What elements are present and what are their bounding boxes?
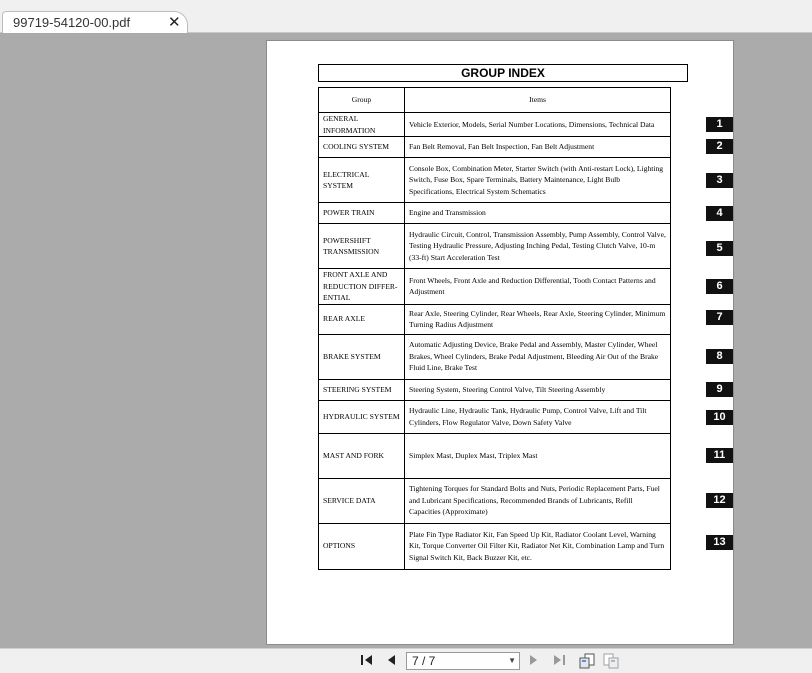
section-tab-6[interactable]: 6: [706, 279, 733, 294]
items-cell: Steering System, Steering Control Valve, Tilt Steering Assembly: [405, 379, 671, 400]
table-row: [319, 433, 671, 478]
items-cell: Console Box, Combination Meter, Starter Switch (with Anti-restart Lock), Lighting Switch, Fuse Box, Spare Terminals, Battery Maintenance, Light Bulb Specifications, Electrical System Schematics: [405, 158, 671, 203]
page-title: GROUP INDEX: [318, 64, 688, 82]
group-cell: POWERSHIFT TRANSMISSION: [319, 224, 405, 269]
items-cell: Tightening Torques for Standard Bolts and Nuts, Periodic Replacement Parts, Fuel and Lubricant Specifications, Recommended Brands of Lubricants, Refill Capacities (Approximate): [405, 478, 671, 523]
section-tab-11[interactable]: 11: [706, 448, 733, 463]
table-row: [319, 203, 671, 224]
table-row: [319, 137, 671, 158]
group-index-table: [318, 87, 671, 570]
table-row: [319, 523, 671, 569]
chevron-down-icon: ▼: [508, 656, 516, 665]
last-page-icon[interactable]: [552, 653, 566, 671]
page-indicator: 7 / 7: [412, 654, 436, 668]
items-cell: Engine and Transmission: [405, 203, 671, 224]
items-cell: Rear Axle, Steering Cylinder, Rear Wheels, Rear Axle, Steering Cylinder, Minimum Turning Radius Adjustment: [405, 304, 671, 334]
items-cell: Automatic Adjusting Device, Brake Pedal and Assembly, Master Cylinder, Wheel Brakes, Wheel Cylinders, Brake Pedal Adjustment, Bleeding Air Out of the Brake Fluid Line, Brake Test: [405, 334, 671, 379]
section-tab-7[interactable]: 7: [706, 310, 733, 325]
table-row: [319, 269, 671, 305]
items-cell: Hydraulic Circuit, Control, Transmission Assembly, Pump Assembly, Control Valve, Testing Hydraulic Pressure, Adjusting Inching Pedal, Testing Clutch Valve, 10-m (33-ft) Start Acceleration Test: [405, 224, 671, 269]
group-cell: COOLING SYSTEM: [319, 137, 405, 158]
section-tab-3[interactable]: 3: [706, 173, 733, 188]
group-cell: ELECTRICAL SYSTEM: [319, 158, 405, 203]
group-cell: HYDRAULIC SYSTEM: [319, 400, 405, 433]
section-tab-9[interactable]: 9: [706, 382, 733, 397]
table-header-row: [319, 88, 671, 113]
section-tab-12[interactable]: 12: [706, 493, 733, 508]
items-cell: Hydraulic Line, Hydraulic Tank, Hydraulic Pump, Control Valve, Lift and Tilt Cylinders, Flow Regulator Valve, Down Safety Valve: [405, 400, 671, 433]
items-cell: Fan Belt Removal, Fan Belt Inspection, Fan Belt Adjustment: [405, 137, 671, 158]
group-cell: BRAKE SYSTEM: [319, 334, 405, 379]
group-cell: REAR AXLE: [319, 304, 405, 334]
group-cell: POWER TRAIN: [319, 203, 405, 224]
group-cell: MAST AND FORK: [319, 433, 405, 478]
section-tab-13[interactable]: 13: [706, 535, 733, 550]
group-cell: FRONT AXLE AND REDUCTION DIFFER-ENTIAL: [319, 269, 405, 305]
group-cell: SERVICE DATA: [319, 478, 405, 523]
document-viewer[interactable]: [0, 33, 812, 648]
table-row: [319, 379, 671, 400]
section-tab-5[interactable]: 5: [706, 241, 733, 256]
table-row: [319, 224, 671, 269]
table-row: [319, 304, 671, 334]
pdf-page: [267, 41, 733, 644]
tab-title: 99719-54120-00.pdf: [13, 15, 131, 30]
previous-view-icon[interactable]: [578, 653, 596, 673]
table-row: [319, 400, 671, 433]
group-cell: OPTIONS: [319, 523, 405, 569]
group-cell: STEERING SYSTEM: [319, 379, 405, 400]
items-cell: Front Wheels, Front Axle and Reduction Differential, Tooth Contact Patterns and Adjustment: [405, 269, 671, 305]
items-cell: Simplex Mast, Duplex Mast, Triplex Mast: [405, 433, 671, 478]
section-tab-8[interactable]: 8: [706, 349, 733, 364]
header-items: Items: [405, 88, 671, 113]
items-cell: Vehicle Exterior, Models, Serial Number Locations, Dimensions, Technical Data: [405, 113, 671, 137]
table-row: [319, 334, 671, 379]
items-cell: Plate Fin Type Radiator Kit, Fan Speed Up Kit, Radiator Coolant Level, Warning Kit, Torque Converter Oil Filter Kit, Radiator Net Kit, Combination Lamp and Turn Signal Switch Kit, Back Buzzer Kit, etc.: [405, 523, 671, 569]
page-number-select[interactable]: [406, 652, 520, 670]
next-page-icon[interactable]: [528, 653, 540, 671]
tab-bar: [0, 0, 812, 33]
section-tab-4[interactable]: 4: [706, 206, 733, 221]
section-tab-1[interactable]: 1: [706, 117, 733, 132]
section-tab-2[interactable]: 2: [706, 139, 733, 154]
close-icon[interactable]: ✕: [168, 14, 181, 31]
tab-document[interactable]: [2, 11, 188, 33]
group-cell: GENERAL INFORMATION: [319, 113, 405, 137]
previous-page-icon[interactable]: [385, 653, 397, 671]
page-navigation-toolbar: [0, 648, 812, 673]
header-group: Group: [319, 88, 405, 113]
table-row: [319, 113, 671, 137]
section-tab-10[interactable]: 10: [706, 410, 733, 425]
next-view-icon[interactable]: [602, 653, 620, 673]
table-row: [319, 158, 671, 203]
table-row: [319, 478, 671, 523]
first-page-icon[interactable]: [360, 653, 374, 671]
